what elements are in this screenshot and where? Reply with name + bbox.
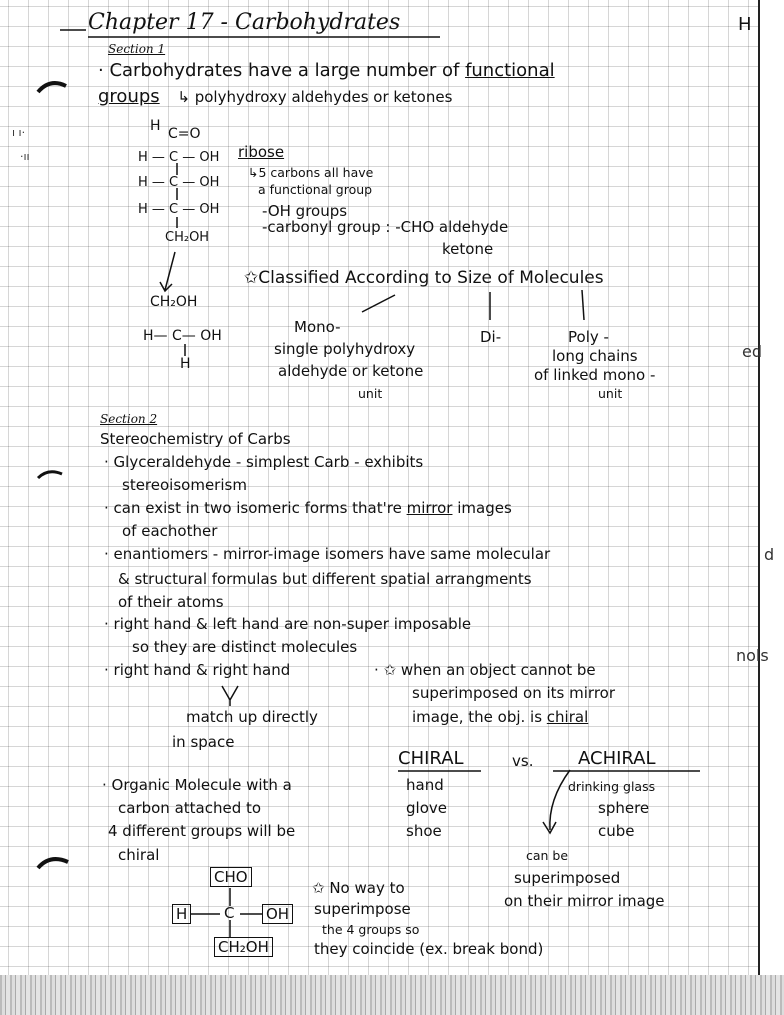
converge-mark <box>222 686 238 706</box>
poly-2: long chains <box>552 347 638 365</box>
polyhydroxy-note: ↳ polyhydroxy aldehydes or ketones <box>177 88 453 106</box>
noway-2: superimpose <box>314 900 411 918</box>
glycer-bottom: CH₂OH <box>214 937 273 957</box>
margin-left-1: ı ı· <box>12 126 26 139</box>
ribose-note-4: -carbonyl group : -CHO aldehyde <box>262 218 509 236</box>
in-space: in space <box>172 733 235 751</box>
struct-h: H <box>150 118 161 134</box>
chiral-def-1: · ✩ when an object cannot be <box>374 661 596 679</box>
stereo-subtitle: Stereochemistry of Carbs <box>100 430 291 448</box>
carbs-line-2 <box>98 86 452 107</box>
margin-right-3: nols <box>736 646 769 665</box>
carbs-line-1 <box>98 60 555 81</box>
organic-1: · Organic Molecule with a <box>102 776 292 794</box>
achiral-note-3: on their mirror image <box>504 892 665 910</box>
margin-left-2: ·ıı <box>20 150 30 163</box>
enantiomers-line-2: & structural formulas but different spatial arrangments <box>118 570 532 588</box>
isomeric-text: · can exist in two isomeric forms that're <box>104 499 407 517</box>
ribose-note-3: -OH groups <box>262 202 348 220</box>
chiral-def-3 <box>412 708 588 726</box>
carbs-text: · Carbohydrates have a large number of <box>98 60 466 81</box>
enantiomers-line-1: · enantiomers - mirror-image isomers have same molecular <box>104 545 551 563</box>
chiral-item-glove: glove <box>406 799 447 817</box>
hands-line-2: so they are distinct molecules <box>132 638 358 656</box>
classified-heading: ✩Classified According to Size of Molecules <box>244 268 604 288</box>
glycer-center: C <box>224 904 235 922</box>
chiral-def-text: image, the obj. is <box>412 708 547 726</box>
arrow-down <box>165 252 175 290</box>
organic-4: chiral <box>118 846 160 864</box>
struct-co: C=O <box>168 126 201 142</box>
ribose-note-2: a functional group <box>258 182 373 197</box>
achiral-note-1: can be <box>526 848 569 863</box>
mono-1: Mono- <box>294 318 341 336</box>
section-1-heading: Section 1 <box>108 42 166 56</box>
margin-right-1: ed <box>742 342 762 361</box>
struct-row-3: H — C — OH <box>138 202 220 217</box>
struct-bottom-low: H <box>180 356 191 372</box>
noway-1: ✩ No way to <box>312 879 405 897</box>
mono-3: aldehyde or ketone <box>278 362 424 380</box>
achiral-heading: ACHIRAL <box>578 748 656 769</box>
images-word: images <box>452 499 512 517</box>
chiral-item-shoe: shoe <box>406 822 442 840</box>
right-hands: · right hand & right hand <box>104 661 291 679</box>
struct-row-1: H — C — OH <box>138 150 220 165</box>
hands-line-1: · right hand & left hand are non-super imposable <box>104 615 472 633</box>
di-label: Di- <box>480 328 502 346</box>
binder-ring-3 <box>38 859 68 868</box>
binder-ring-1 <box>38 83 66 92</box>
ribose-label: ribose <box>238 143 285 161</box>
achiral-note-2: superimposed <box>514 869 621 887</box>
struct-row-2: H — C — OH <box>138 175 220 190</box>
chiral-def-2: superimposed on its mirror <box>412 684 615 702</box>
chiral-item-hand: hand <box>406 776 444 794</box>
match-up: match up directly <box>186 708 318 726</box>
organic-2: carbon attached to <box>118 799 262 817</box>
chiral-heading: CHIRAL <box>398 748 464 769</box>
glycer-left: H <box>172 904 191 924</box>
poly-3: of linked mono - <box>534 366 656 384</box>
margin-right-2: d <box>764 545 775 564</box>
struct-bottom-top: CH₂OH <box>150 294 198 310</box>
noway-3: the 4 groups so <box>322 922 420 937</box>
glyceraldehyde-line-2: stereoisomerism <box>122 476 247 494</box>
struct-row-4: CH₂OH <box>165 230 210 245</box>
branch-poly <box>582 290 584 320</box>
organic-3: 4 different groups will be <box>108 822 296 840</box>
achiral-item-cube: cube <box>598 822 635 840</box>
ribose-note-5: ketone <box>442 240 494 258</box>
binder-ring-2 <box>38 472 62 478</box>
achiral-arrow <box>550 770 570 830</box>
isomeric-line-1 <box>104 499 512 517</box>
glyceraldehyde-line-1: · Glyceraldehyde - simplest Carb - exhibits <box>104 453 424 471</box>
poly-1: Poly - <box>568 328 609 346</box>
branch-mono <box>362 295 395 312</box>
page-title: Chapter 17 - Carbohydrates <box>88 10 401 35</box>
glycer-right: OH <box>262 904 293 924</box>
struct-bottom-mid: H— C— OH <box>143 328 222 344</box>
chiral-word: chiral <box>546 708 589 726</box>
achiral-item-glass: drinking glass <box>568 779 656 794</box>
mono-2: single polyhydroxy <box>274 340 416 358</box>
noway-4: they coincide (ex. break bond) <box>314 940 544 958</box>
achiral-item-sphere: sphere <box>598 799 650 817</box>
isomeric-line-2: of eachother <box>122 522 218 540</box>
mono-4: unit <box>358 386 383 401</box>
poly-4: unit <box>598 386 623 401</box>
vs-label: vs. <box>512 752 534 770</box>
section-2-heading: Section 2 <box>100 412 158 426</box>
functional-word: functional <box>465 60 555 81</box>
enantiomers-line-3: of their atoms <box>118 593 224 611</box>
ribose-note-1: ↳5 carbons all have <box>248 165 374 180</box>
glycer-top: CHO <box>210 867 252 887</box>
corner-mark: H <box>738 14 752 35</box>
groups-word: groups <box>98 86 160 107</box>
mirror-word: mirror <box>406 499 453 517</box>
